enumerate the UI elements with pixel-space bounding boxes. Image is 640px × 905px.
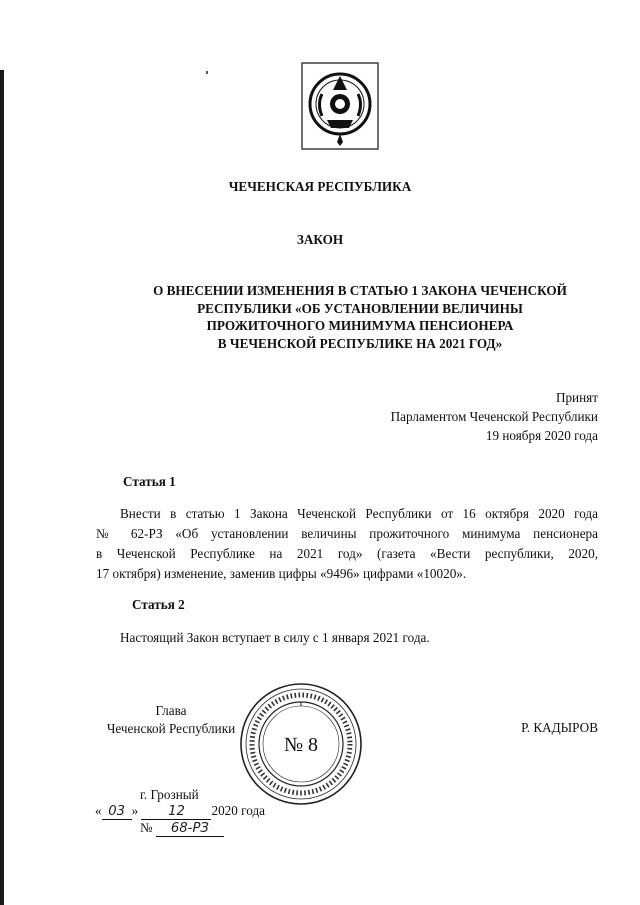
title-line: ПРОЖИТОЧНОГО МИНИМУМА ПЕНСИОНЕРА <box>206 318 514 334</box>
law-title <box>80 282 640 352</box>
scan-edge <box>0 70 4 905</box>
accepted-block <box>391 388 598 445</box>
paragraph-line: Внести в статью 1 Закона Чеченской Республики от 16 октября 2020 года <box>120 506 598 521</box>
city: г. Грозный <box>140 787 199 802</box>
date-month: 12 <box>141 805 211 820</box>
number-prefix: № <box>140 820 153 835</box>
title-line: В ЧЕЧЕНСКОЙ РЕСПУБЛИКЕ НА 2021 ГОД» <box>217 335 503 351</box>
signing-date <box>95 803 265 820</box>
law-number <box>140 820 224 837</box>
paragraph-line: 17 октября) изменение, заменив цифры «9496» цифрами «10020». <box>96 566 467 581</box>
accepted-date: 19 ноября 2020 года <box>485 428 598 443</box>
signatory-name: Р. КАДЫРОВ <box>521 720 598 735</box>
article-2-heading: Статья 2 <box>132 597 185 612</box>
date-day: 03 <box>102 805 132 820</box>
seal-number: № 8 <box>283 734 319 756</box>
position-line: Глава <box>155 703 187 718</box>
document-type-heading: ЗАКОН <box>296 232 344 247</box>
coat-of-arms-emblem-icon <box>297 58 383 154</box>
official-seal-icon <box>237 679 365 809</box>
accepted-by: Парламентом Чеченской Республики <box>390 409 598 424</box>
title-line: О ВНЕСЕНИИ ИЗМЕНЕНИЯ В СТАТЬЮ 1 ЗАКОНА ЧЕЧЕНСКОЙ <box>153 283 567 298</box>
paragraph-line: в Чеченской Республике на 2021 год» (газета «Вести республики, 2020, <box>96 546 598 561</box>
date-year: 2020 года <box>211 803 266 818</box>
article-1-text <box>96 504 598 584</box>
number-value: 68-РЗ <box>156 822 224 837</box>
date-open-quote: « <box>95 803 102 818</box>
position-line: Чеченской Республики <box>106 721 236 736</box>
article-2-text: Настоящий Закон вступает в силу с 1 января 2021 года. <box>120 630 430 645</box>
accepted-label: Принят <box>555 390 598 405</box>
signatory-position <box>96 702 246 738</box>
date-close-quote: » <box>131 803 139 818</box>
title-line: РЕСПУБЛИКИ «ОБ УСТАНОВЛЕНИИ ВЕЛИЧИНЫ <box>197 300 523 316</box>
paragraph-line: № 62-РЗ «Об установлении величины прожиточного минимума пенсионера <box>96 526 598 541</box>
article-1-heading: Статья 1 <box>123 474 176 489</box>
republic-heading: ЧЕЧЕНСКАЯ РЕСПУБЛИКА <box>228 179 412 194</box>
scan-speck <box>206 71 208 74</box>
